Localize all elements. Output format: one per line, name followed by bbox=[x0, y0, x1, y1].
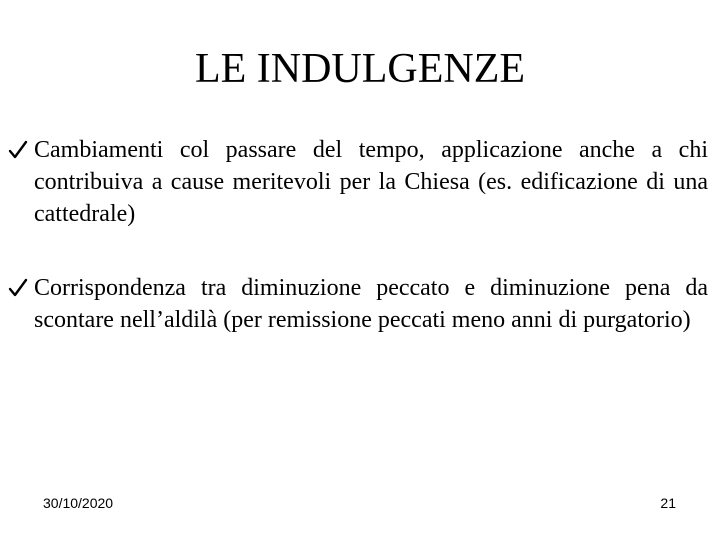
footer-date: 30/10/2020 bbox=[43, 495, 114, 511]
check-icon bbox=[8, 139, 28, 161]
bullet-text: Cambiamenti col passare del tempo, applicazione anche a chi contribuiva a cause meritevoli per la Chiesa (es. edificazione di una cattedrale) bbox=[34, 137, 708, 227]
bullet-item bbox=[8, 272, 708, 336]
page-number: 21 bbox=[660, 495, 676, 511]
bullet-text: Corrispondenza tra diminuzione peccato e diminuzione pena da scontare nell’aldilà (per remissione peccati meno anni di purgatorio) bbox=[34, 275, 708, 333]
bullet-item bbox=[8, 134, 708, 230]
bullet-list bbox=[8, 134, 708, 336]
slide-title: LE INDULGENZE bbox=[194, 46, 526, 92]
check-icon bbox=[8, 277, 28, 299]
